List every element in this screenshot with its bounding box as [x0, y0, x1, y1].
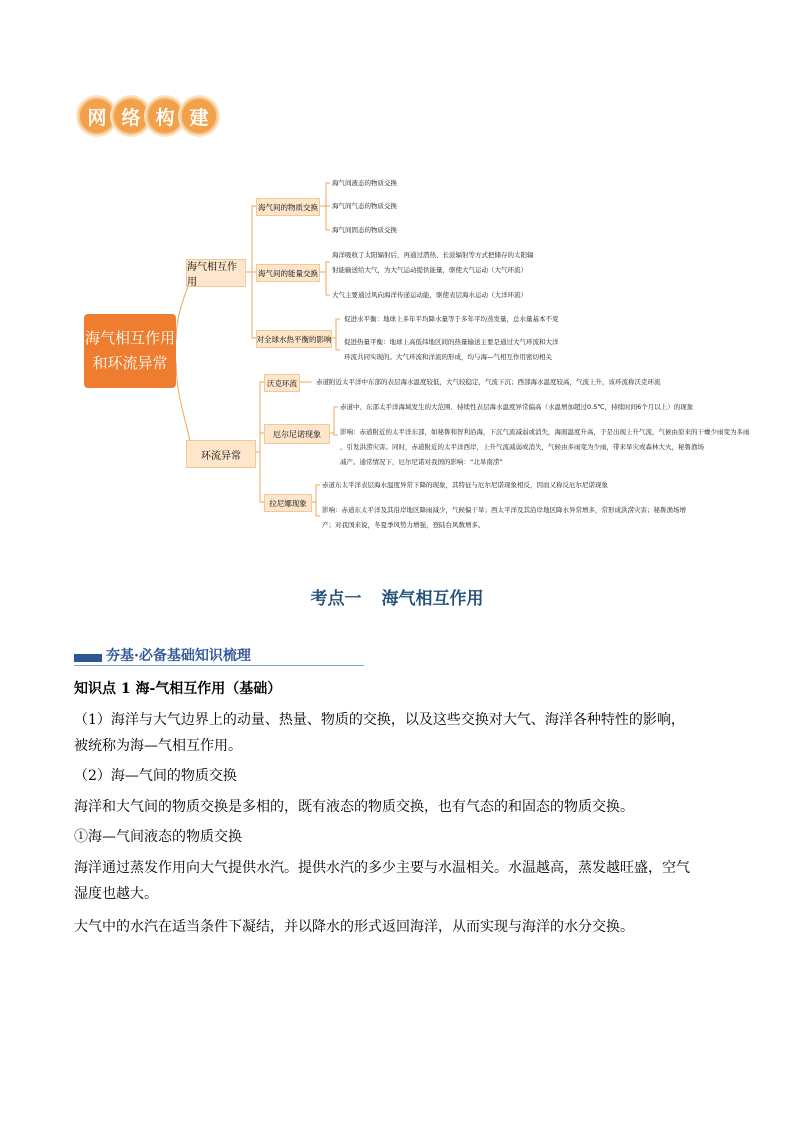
mindmap-node-energy-exchange: 海气间的能量交换	[256, 264, 320, 282]
mindmap-leaf: 促进热量平衡：地球上高低纬地区间的热量输送主要是通过大气环流和大洋	[344, 338, 559, 346]
mindmap-leaf: 海洋吸收了太阳辐射后，再通过潜热、长波辐射等方式把储存的太阳辐	[332, 251, 534, 259]
body-line: 海洋和大气间的物质交换是多相的，既有液态的物质交换，也有气态的和固态的物质交换。	[74, 799, 634, 815]
mindmap-leaf: 赤道中、东部太平洋海域发生的大范围、持续性表层海水温度异常偏高（水温增加超过0.5℃，持续时间6个月以上）的现象	[340, 403, 694, 411]
mindmap-branch-circulation-anomaly: 环流异常	[186, 440, 256, 468]
body-line: ①海—气间液态的物质交换	[74, 829, 242, 845]
body-line: （2）海—气间的物质交换	[74, 768, 237, 784]
mindmap-node-material-exchange: 海气间的物质交换	[256, 198, 320, 216]
mindmap-node-el-nino: 厄尔尼诺现象	[264, 424, 330, 444]
mindmap-root-line: 海气相互作用	[84, 329, 175, 347]
mindmap-leaf: 减产。通常情况下，厄尔尼诺对我国的影响：“北旱南涝”	[340, 458, 503, 466]
subhead	[74, 645, 364, 667]
section-number: 考点一	[310, 589, 362, 609]
mindmap-leaf: 影响：赤道附近的太平洋东部，如秘鲁和智利沿海，下沉气流减弱或消失，海面温度升高，于是出现上升气流，气候由原来的干燥少雨变为多雨	[340, 428, 750, 436]
mindmap-node-la-nina: 拉尼娜现象	[264, 494, 312, 512]
mindmap-leaf: 赤道东太平洋表层海水温度异常下降的现象，其特征与厄尔尼诺现象相反，因而又称反厄尔尼诺现象	[322, 481, 608, 489]
subhead-text: 夯基·必备基础知识梳理	[106, 648, 251, 664]
mindmap-leaf: 大气主要通过风向海洋传递运动能，驱使表层海水运动（大洋环流）	[332, 291, 527, 299]
section-title	[0, 584, 794, 609]
body-line: 大气中的水汽在适当条件下凝结，并以降水的形式返回海洋，从而实现与海洋的水分交换。	[74, 919, 634, 935]
mindmap-leaf: ，引发洪涝灾害。同时，赤道附近的太平洋西岸，上升气流减弱或消失，气候由多雨变为少雨，带来旱灾或森林大火，秘鲁渔场	[340, 443, 704, 451]
subhead-rule	[74, 665, 364, 666]
mindmap-leaf: 环流共同实现的。大气环流和洋流的形成，均与海—气相互作用密切相关	[344, 353, 552, 361]
mindmap-leaf: 促进水平衡：地球上多年平均降水量等于多年平均蒸发量，总水量基本不变	[344, 315, 559, 323]
body-line: 湿度也越大。	[74, 886, 158, 902]
body-line: 被统称为海—气相互作用。	[74, 738, 242, 754]
body-line: 海洋通过蒸发作用向大气提供水汽。提供水汽的多少主要与水温相关。水温越高，蒸发越旺盛，空气	[74, 860, 690, 876]
mindmap-branch-sea-air: 海气相互作用	[186, 259, 246, 287]
badge-char: 建	[180, 97, 218, 135]
mindmap-leaf: 产；对我国来说，冬夏季风势力增强，登陆台风数增多。	[322, 521, 485, 529]
mindmap-connectors	[0, 0, 794, 560]
mindmap-node-walker: 沃克环流	[264, 374, 300, 392]
badge-char: 络	[112, 97, 150, 135]
badge-char: 网	[78, 97, 116, 135]
mindmap-leaf: 海气间固态的物质交换	[332, 226, 397, 234]
mindmap-leaf: 影响：赤道东太平洋及其沿岸地区降雨减少，气候偏干旱；西太平洋及其沿岸地区降水异常增多，常形成洪涝灾害；秘鲁渔场增	[322, 506, 686, 514]
badge-char: 构	[146, 97, 184, 135]
mindmap-leaf: 赤道附近太平洋中东部的表层海水温度较低，大气较稳定，气流下沉；西部海水温度较高，气流上升，该环流称沃克环流	[316, 378, 661, 386]
body-line: （1）海洋与大气边界上的动量、热量、物质的交换，以及这些交换对大气、海洋各种特性的影响，	[74, 712, 685, 728]
subhead-bar	[74, 654, 102, 662]
knowledge-point-title: 知识点 1 海-气相互作用（基础）	[74, 681, 282, 697]
mindmap-node-heat-water-balance: 对全球水热平衡的影响	[256, 330, 332, 348]
mindmap-root-line: 和环流异常	[92, 354, 168, 372]
mindmap-leaf: 射能输送给大气，为大气运动提供能量，驱使大气运动（大气环流）	[332, 266, 527, 274]
mindmap-leaf: 海气间气态的物质交换	[332, 202, 397, 210]
mindmap-root	[84, 314, 176, 388]
section-name: 海气相互作用	[381, 589, 484, 609]
mindmap-leaf: 海气间液态的物质交换	[332, 179, 397, 187]
